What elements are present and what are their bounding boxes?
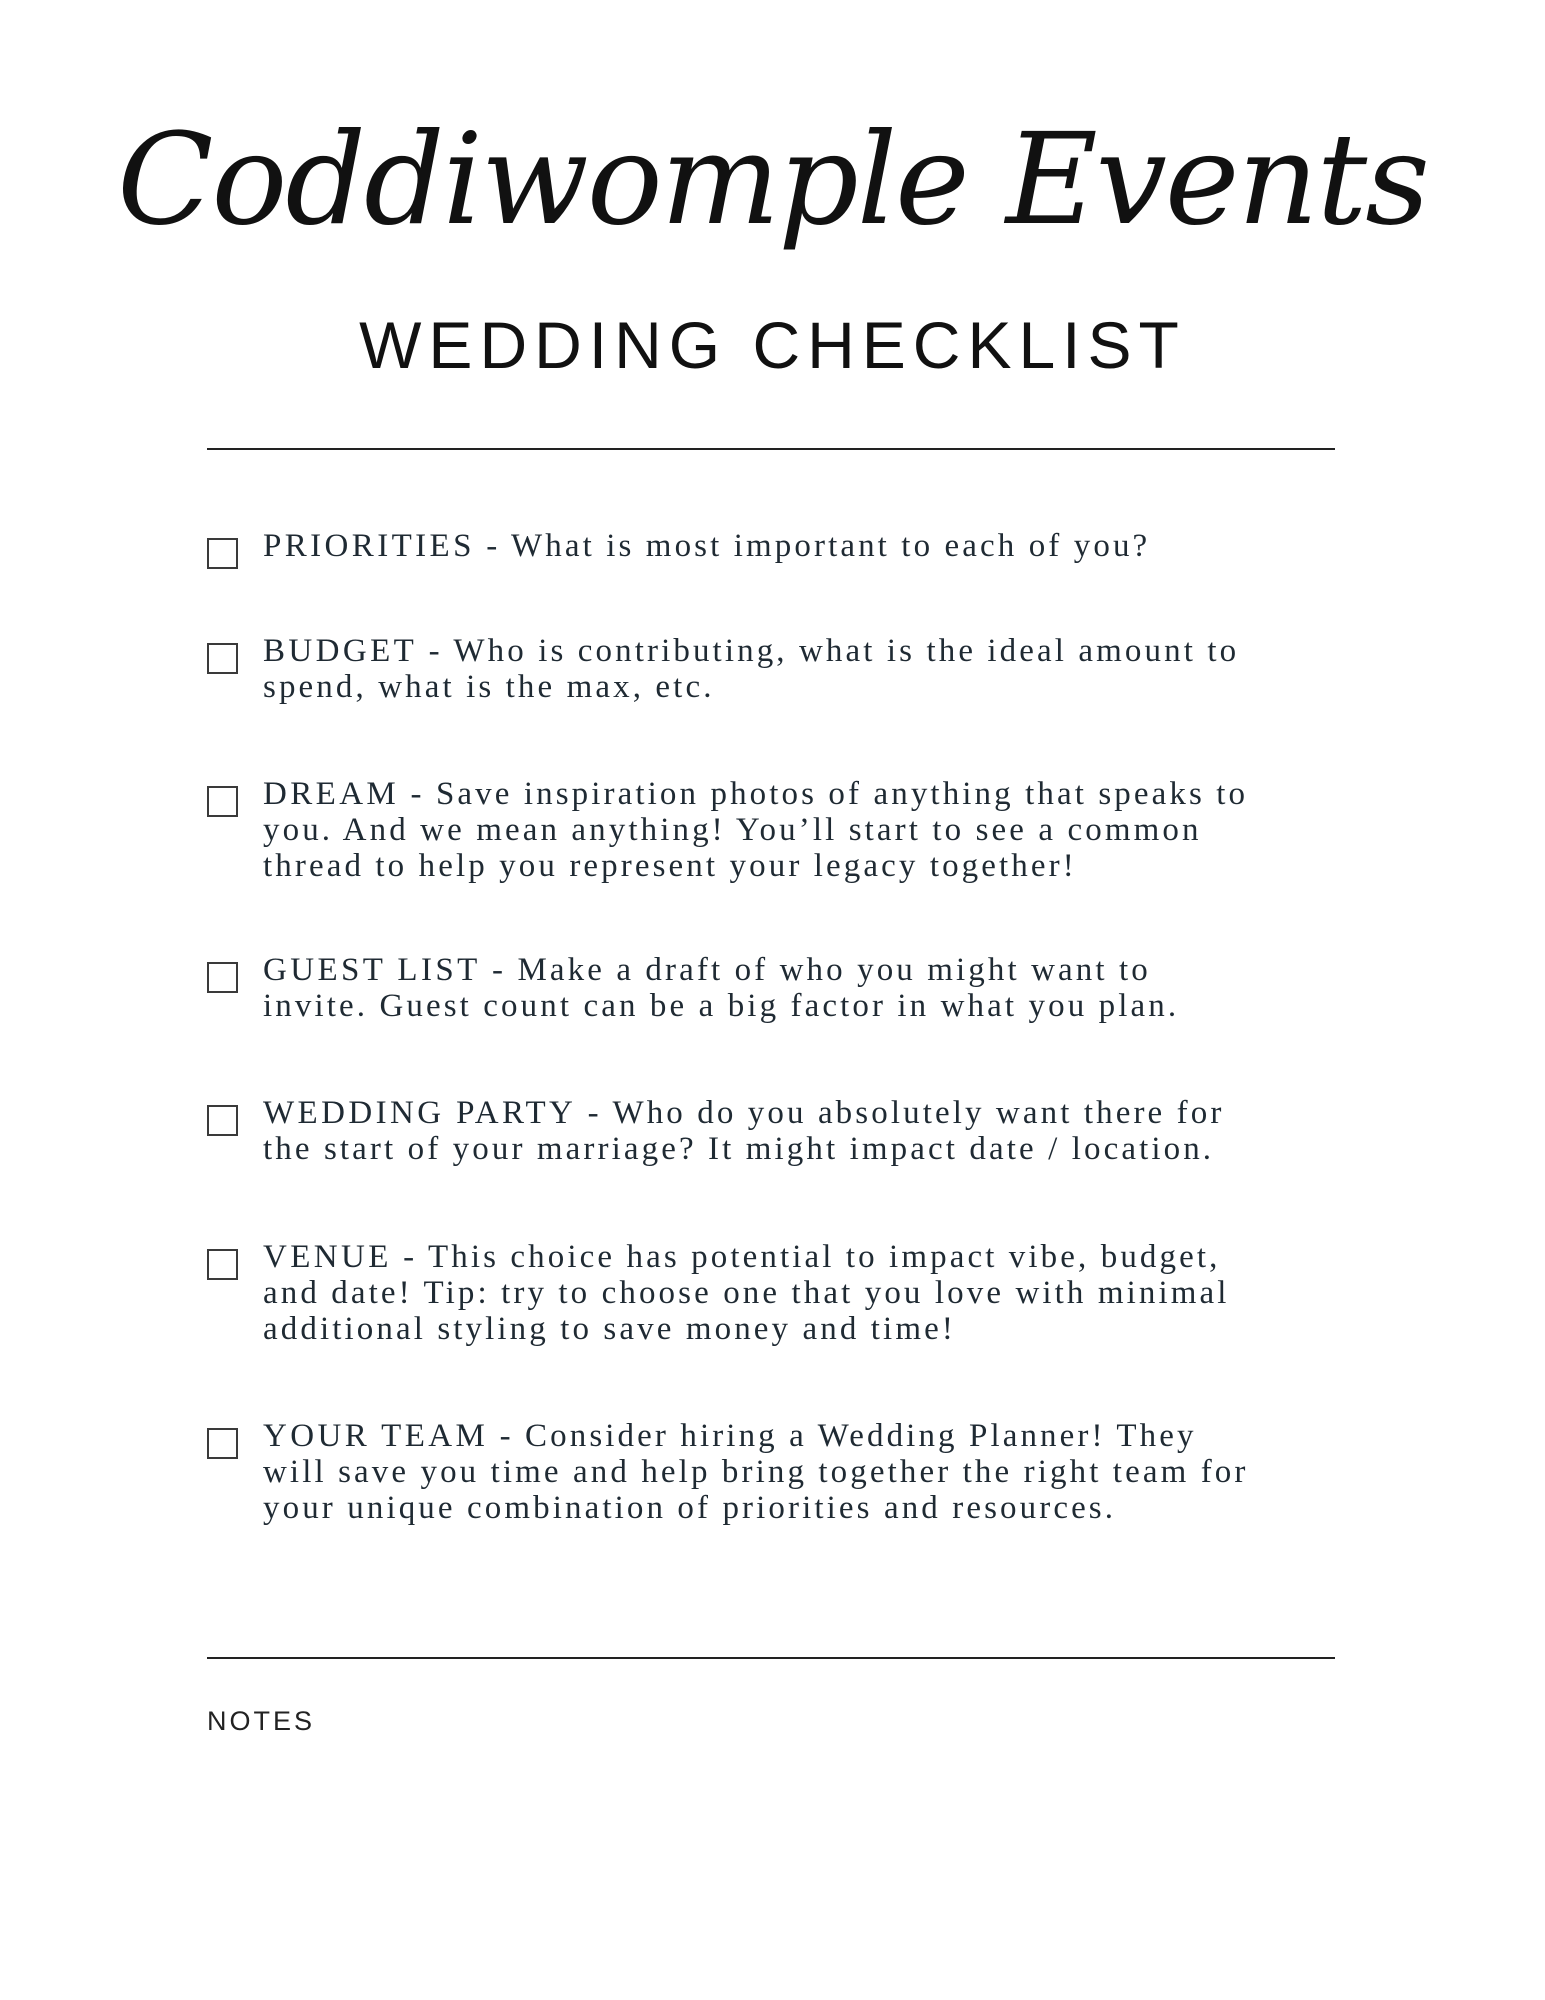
item-label: PRIORITIES	[263, 528, 475, 564]
item-label: BUDGET	[263, 633, 418, 669]
dream-checkbox[interactable]	[207, 786, 238, 817]
top-divider	[207, 448, 1335, 450]
item-description: - Consider hiring a Wedding Planner! They will save you time and help bring together the right team for your unique combination of priorities and resources.	[263, 1418, 1249, 1526]
wedding-party-checkbox[interactable]	[207, 1105, 238, 1136]
budget-checkbox[interactable]	[207, 643, 238, 674]
guest-list-checkbox[interactable]	[207, 962, 238, 993]
item-description: - What is most important to each of you?	[474, 528, 1151, 564]
item-label: VENUE	[263, 1239, 392, 1275]
checklist-item-text	[263, 1095, 1343, 1167]
item-description: - This choice has potential to impact vibe, budget, and date! Tip: try to choose one that you love with minimal additional styling to save money and time!	[263, 1239, 1230, 1347]
checklist-item-text	[263, 776, 1343, 884]
checklist-item-text	[263, 952, 1343, 1024]
priorities-checkbox[interactable]	[207, 538, 238, 569]
checklist-item-text	[263, 1418, 1343, 1526]
item-label: DREAM	[263, 776, 400, 812]
checklist-item-text	[263, 633, 1343, 705]
venue-checkbox[interactable]	[207, 1249, 238, 1280]
item-label: GUEST LIST	[263, 952, 481, 988]
item-label: WEDDING PARTY	[263, 1095, 577, 1131]
item-description: - Make a draft of who you might want to invite. Guest count can be a big factor in what you plan.	[263, 952, 1180, 1024]
checklist-item-text	[263, 528, 1343, 564]
page-title: WEDDING CHECKLIST	[359, 308, 1186, 382]
your-team-checkbox[interactable]	[207, 1428, 238, 1459]
brand-logo: Coddiwomple Events	[117, 106, 1428, 253]
item-description: - Who is contributing, what is the ideal amount to spend, what is the max, etc.	[263, 633, 1240, 705]
item-description: - Who do you absolutely want there for the start of your marriage? It might impact date / location.	[263, 1095, 1225, 1167]
checklist-item-text	[263, 1239, 1343, 1347]
bottom-divider	[207, 1657, 1335, 1659]
item-label: YOUR TEAM	[263, 1418, 489, 1454]
item-description: - Save inspiration photos of anything that speaks to you. And we mean anything! You’ll start to see a common thread to help you represent your legacy together!	[263, 776, 1249, 884]
notes-label: NOTES	[207, 1706, 316, 1736]
